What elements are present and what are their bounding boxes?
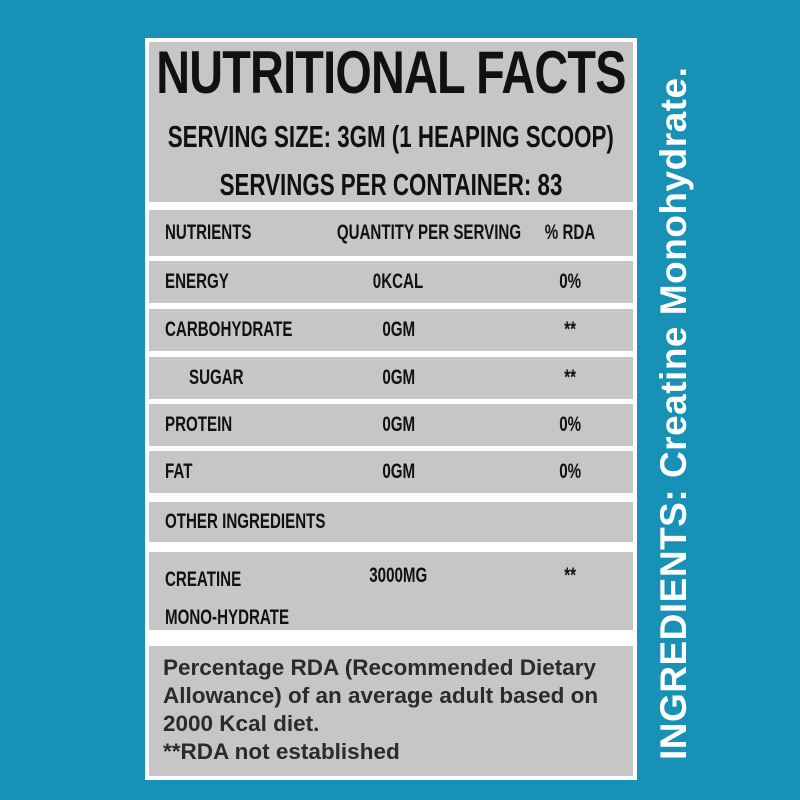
nutrient-name: FAT (165, 460, 193, 483)
table-row-energy (149, 261, 633, 303)
rda-not-established-note: **RDA not established (163, 738, 400, 764)
table-row-carbohydrate (149, 309, 633, 351)
table-row-sugar (149, 357, 633, 399)
nutrient-rda: 0% (559, 413, 582, 436)
nutrient-rda: ** (564, 564, 577, 587)
nutrient-quantity: 0GM (382, 413, 415, 436)
label-header (149, 38, 633, 202)
nutrient-rda: 0% (559, 460, 582, 483)
nutrient-quantity: 3000MG (369, 564, 428, 587)
rda-footnote-text: Percentage RDA (Recommended Dietary Allowance) of an average adult based on 2000 Kcal diet. (163, 655, 599, 736)
table-row-protein (149, 404, 633, 446)
nutrient-rda: ** (564, 318, 577, 341)
column-header-rda: % RDA (545, 221, 596, 244)
nutrient-name: ENERGY (165, 270, 229, 293)
table-header-row (149, 210, 633, 256)
servings-per-container-line (153, 167, 629, 203)
column-header-nutrients: NUTRIENTS (165, 221, 252, 244)
column-header-quantity: QUANTITY PER SERVING (336, 221, 522, 244)
nutrient-quantity: 0GM (382, 366, 415, 389)
nutrient-name: CREATINE MONO-HYDRATE (165, 568, 290, 629)
nutrient-name: PROTEIN (165, 413, 233, 436)
rda-footnote (149, 646, 633, 776)
serving-size-text: SERVING SIZE: 3GM (1 HEAPING SCOOP) (167, 118, 615, 154)
nutrient-rda: 0% (559, 270, 582, 293)
table-row-creatine-monohydrate (149, 552, 633, 630)
ingredients-vertical-text: INGREDIENTS: Creatine Monohydrate. (653, 66, 694, 760)
label-title: NUTRITIONAL FACTS (156, 38, 626, 106)
nutrient-quantity: 0GM (382, 460, 415, 483)
nutrient-quantity: 0KCAL (373, 270, 424, 293)
nutrient-name: SUGAR (189, 366, 244, 389)
serving-size-line (81, 119, 701, 155)
nutrient-rda: ** (564, 366, 577, 389)
section-header-other-ingredients (149, 502, 633, 542)
nutrient-quantity: 0GM (382, 318, 415, 341)
nutrient-name: CARBOHYDRATE (165, 318, 293, 341)
servings-per-container-text: SERVINGS PER CONTAINER: 83 (219, 166, 563, 202)
table-row-fat (149, 451, 633, 493)
section-header-text: OTHER INGREDIENTS (165, 510, 326, 533)
label-title-line (90, 38, 692, 107)
nutrition-label-panel (145, 38, 637, 780)
